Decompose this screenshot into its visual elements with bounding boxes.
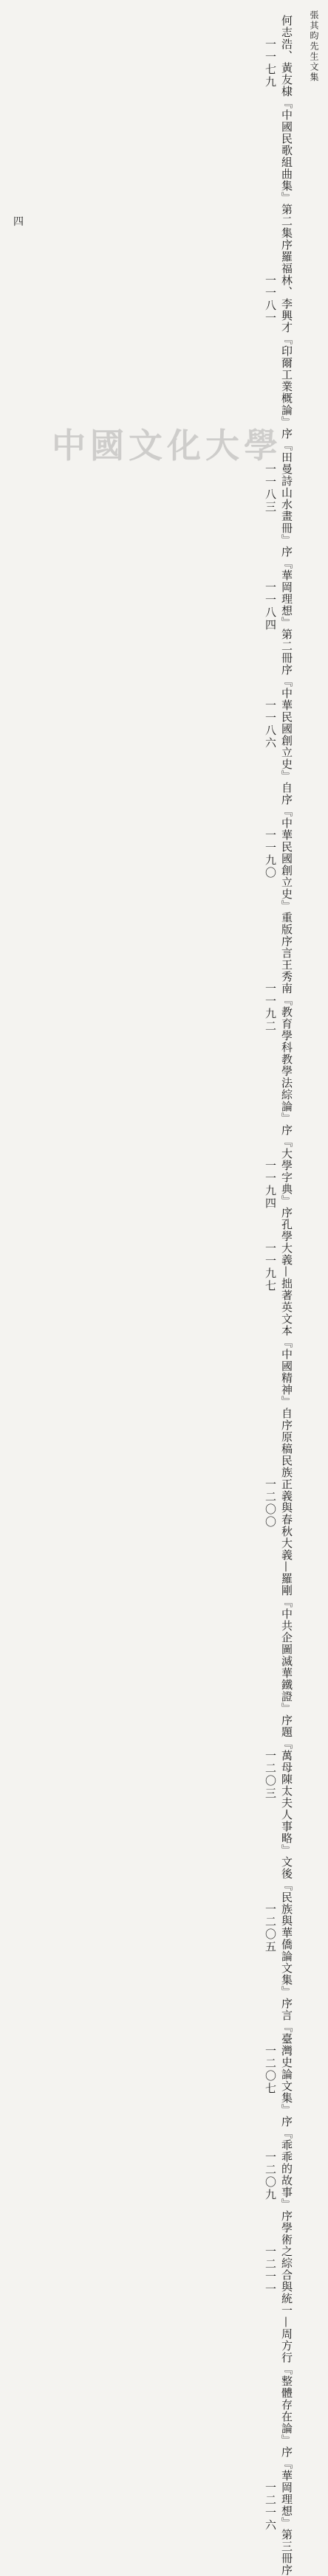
toc-entry-page: 一一八六 [264,699,277,749]
toc-entry-page: 一一八一 [264,274,277,325]
toc-entry-page: 一二〇〇 [264,1478,277,1528]
table-of-contents [264,15,294,2576]
toc-entry [264,959,294,1136]
toc-entry [264,676,294,806]
toc-entry [264,558,294,676]
toc-entry-title: 王秀南『教育學科教學法綜論』序 [280,959,293,1136]
toc-entry-title: 孔學大義—拙著英文本『中國精神』自序原稿 [280,1219,293,1455]
running-header: 張其昀先生文集 [309,10,319,83]
toc-entry-title: 『中華民國創立史』自序 [280,676,293,806]
toc-entry-title: 羅福林、李興才『印爾工業概論』序 [280,251,293,440]
toc-entry-page: 一一八四 [264,581,277,631]
toc-entry-page: 一二〇五 [264,1903,277,1953]
toc-entry-title: 『大學字典』序 [280,1136,293,1219]
toc-entry [264,2222,294,2458]
toc-entry-title: 『華岡理想』第二冊序 [280,558,293,676]
watermark: 中國文化大學 [52,426,282,465]
toc-entry-page: 一二〇三 [264,1750,277,1800]
toc-entry-title: 『民族與華僑論文集』序言 [280,1880,293,2021]
toc-entry [264,2127,294,2222]
toc-entry-title: 『乖乖的故事』序 [280,2127,293,2222]
toc-entry-page: 一二一六 [264,2482,277,2532]
toc-entry-page: 一二〇九 [264,2151,277,2201]
toc-entry-title: 學術之綜合與統一—周方行『整體存在論』序 [280,2222,293,2458]
toc-entry-page: 一一九二 [264,983,277,1033]
toc-entry-page: 一一九〇 [264,829,277,879]
toc-entry [264,251,294,440]
toc-entry [264,1455,294,1726]
toc-entry [264,2458,294,2576]
toc-entry-page: 一二一一 [264,2246,277,2296]
toc-entry-title: 『華岡理想』第三冊序 [280,2458,293,2576]
toc-entry-page: 一一七九 [264,38,277,89]
toc-entry [264,1136,294,1219]
toc-entry-title: 『臺灣史論文集』序 [280,2021,293,2127]
toc-entry-title: 題『萬母陳太夫人事略』文後 [280,1726,293,1880]
toc-entry [264,1880,294,2021]
toc-entry-page: 一一九七 [264,1242,277,1292]
toc-entry-title: 『田曼詩山水畫冊』序 [280,440,293,558]
toc-entry-title: 民族正義與春秋大義—羅剛『中共企圖滅華鐵證』序 [280,1455,293,1726]
toc-entry [264,806,294,959]
toc-entry [264,2021,294,2127]
toc-entry [264,15,294,251]
toc-entry-page: 一一九四 [264,1160,277,1210]
toc-entry [264,1726,294,1880]
page-number: 四 [13,216,24,228]
toc-entry-title: 『中華民國創立史』重版序言 [280,806,293,959]
toc-entry [264,1219,294,1455]
toc-entry-title: 何志浩、黃友棣『中國民歌組曲集』第二集序 [280,15,293,251]
toc-entry-page: 一二〇七 [264,2045,277,2095]
toc-entry-page: 一一八三 [264,463,277,513]
